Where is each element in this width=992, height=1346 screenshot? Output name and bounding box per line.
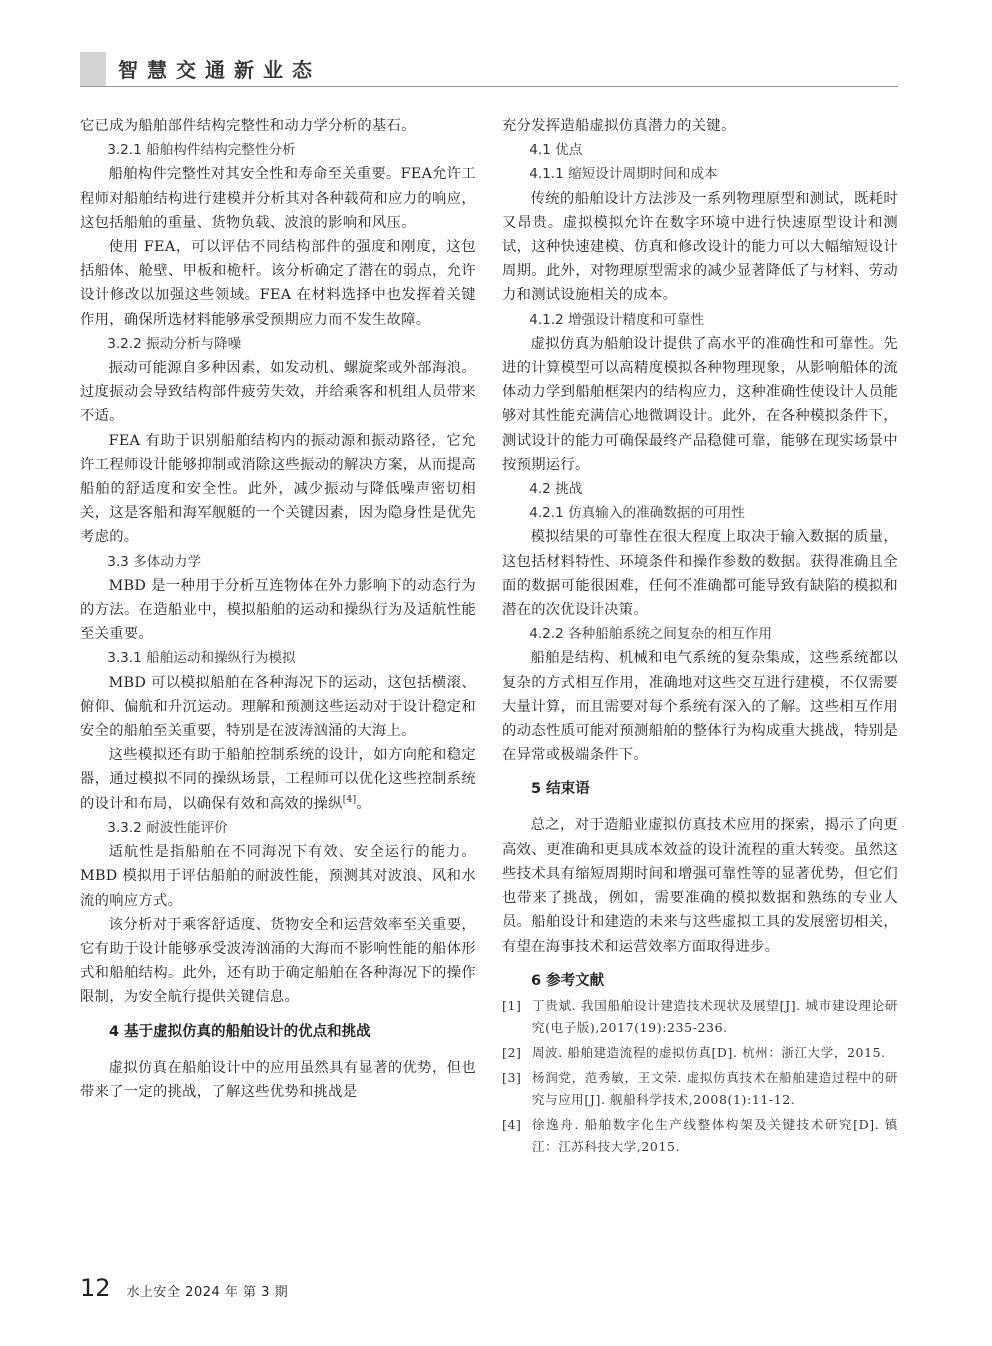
paragraph: 充分发挥造船虚拟仿真潜力的关键。 xyxy=(502,118,736,134)
paragraph: MBD 是一种用于分析互连物体在外力影响下的动态行为的方法。在造船业中，模拟船舶的运动和操纵行为及适航性能至关重要。 xyxy=(80,577,476,643)
subsection-heading: 4.2.2 各种船舶系统之间复杂的相互作用 xyxy=(529,626,773,643)
header-accent-bar xyxy=(80,52,106,87)
paragraph: 它已成为船舶部件结构完整性和动力学分析的基石。 xyxy=(80,118,416,134)
subsection-heading: 4.2 挑战 xyxy=(529,481,583,498)
paragraph-text: 这些模拟还有助于船舶控制系统的设计，如方向舵和稳定器，通过模拟不同的操纵场景，工程师可以优化这些控制系统的设计和布局，以确保有效和高效的操纵 xyxy=(80,747,476,812)
paragraph: 振动可能源自多种因素，如发动机、螺旋桨或外部海浪。过度振动会导致结构部件疲劳失效，并给乘客和机组人员带来不适。 xyxy=(80,360,476,425)
reference-number: [3] xyxy=(502,1069,522,1085)
subsection-heading: 4.1.2 增强设计精度和可靠性 xyxy=(529,311,705,328)
page-footer xyxy=(80,1274,288,1302)
reference-number: [2] xyxy=(502,1044,522,1060)
reference-number: [4] xyxy=(502,1116,522,1132)
left-column xyxy=(80,114,476,1104)
section-heading-4: 4 基于虚拟仿真的船舶设计的优点和挑战 xyxy=(109,1023,371,1040)
subsection-heading: 3.3.1 船舶运动和操纵行为模拟 xyxy=(107,650,296,667)
reference-item xyxy=(502,1114,898,1158)
paragraph: 模拟结果的可靠性在很大程度上取决于输入数据的质量，这包括材料特性、环境条件和操作参数的数据。获得准确且全面的数据可能很困难，任何不准确都可能导致有缺陷的模拟和潜在的次优设计决策。 xyxy=(502,529,898,619)
reference-item xyxy=(502,1042,898,1064)
paragraph-end: 。 xyxy=(356,795,372,812)
paragraph: 总之，对于造船业虚拟仿真技术应用的探索，揭示了向更高效、更准确和更具成本效益的设计流程的重大转变。虽然这些技术具有缩短周期时间和增强可靠性等的显著优势，但它们也带来了挑战，例如，需要准确的模拟数据和熟练的专业人员。船舶设计和建造的未来与这些虚拟工具的发展密切相关，有望在海事技术和运营效率方面取得进步。 xyxy=(502,817,898,955)
subsection-heading: 3.3.2 耐波性能评价 xyxy=(107,819,228,836)
reference-text: 徐逸舟. 船舶数字化生产线整体构架及关键技术研究[D]. 镇江：江苏科技大学,2015. xyxy=(532,1116,898,1154)
paragraph: 船舶是结构、机械和电气系统的复杂集成，这些系统都以复杂的方式相互作用，准确地对这些交互进行建模，不仅需要大量计算，而且需要对每个系统有深入的了解。这些相互作用的动态性质可能对预测船舶的整体行为构成重大挑战，特别是在异常或极端条件下。 xyxy=(502,650,898,764)
paragraph: 船舶构件完整性对其安全性和寿命至关重要。FEA允许工程师对船舶结构进行建模并分析其对各种载荷和应力的响应，这包括船舶的重量、货物负载、波浪的影响和风压。 xyxy=(80,166,476,231)
subsection-heading: 4.1 优点 xyxy=(529,142,583,159)
paragraph-with-citation xyxy=(80,743,476,816)
journal-issue: 水上安全 2024 年 第 3 期 xyxy=(126,1285,289,1300)
paragraph: FEA 有助于识别船舶结构内的振动源和振动路径，它允许工程师设计能够抑制或消除这些振动的解决方案，从而提高船舶的舒适度和安全性。此外，减少振动与降低噪声密切相关，这是客船和海军舰艇的一个关键因素，因为隐身性是优先考虑的。 xyxy=(80,432,476,546)
section-header-title: 智慧交通新业态 xyxy=(118,58,321,82)
subsection-heading: 4.2.1 仿真输入的准确数据的可用性 xyxy=(529,505,745,522)
reference-list xyxy=(502,995,898,1158)
reference-text: 周波. 船舶建造流程的虚拟仿真[D]. 杭州：浙江大学，2015. xyxy=(532,1044,886,1060)
subsection-heading: 3.2.1 船舶构件结构完整性分析 xyxy=(107,142,296,159)
reference-item xyxy=(502,995,898,1039)
reference-text: 杨润党，范秀敏，王文荣. 虚拟仿真技术在船舶建造过程中的研究与应用[J]. 舰船科学技术,2008(1):11-12. xyxy=(532,1069,898,1107)
references-heading: 6 参考文献 xyxy=(531,972,605,989)
paragraph: 使用 FEA，可以评估不同结构部件的强度和刚度，这包括船体、舱壁、甲板和桅杆。该分析确定了潜在的弱点，允许设计修改以加强这些领域。FEA 在材料选择中也发挥着关键作用，确保所选材料能够承受预期应力而不发生故障。 xyxy=(80,239,476,328)
paragraph: 虚拟仿真为船舶设计提供了高水平的准确性和可靠性。先进的计算模型可以高精度模拟各种物理现象，从影响船体的流体动力学到船舶框架内的结构应力，这种准确性使设计人员能够对其性能充满信心地微调设计。此外，在各种模拟条件下，测试设计的能力可确保最终产品稳健可靠，能够在现实场景中按预期运行。 xyxy=(502,335,898,473)
paragraph: 传统的船舶设计方法涉及一系列物理原型和测试，既耗时又昂贵。虚拟模拟允许在数字环境中进行快速原型设计和测试，这种快速建模、仿真和修改设计的能力可以大幅缩短设计周期。此外，对物理原型需求的减少显著降低了与材料、劳动力和测试设施相关的成本。 xyxy=(502,190,898,304)
citation-marker[interactable]: [4] xyxy=(342,794,357,805)
header-divider xyxy=(80,86,898,87)
subsection-heading: 3.2.2 振动分析与降噪 xyxy=(107,335,242,352)
section-heading-3-3: 3.3 多体动力学 xyxy=(107,553,202,570)
paragraph: 该分析对于乘客舒适度、货物安全和运营效率至关重要，它有助于设计能够承受波涛汹涌的大海而不影响性能的船体形式和船舶结构。此外，还有助于确定船舶在各种海况下的操作限制，为安全航行提供关键信息。 xyxy=(80,916,476,1006)
section-heading-5: 5 结束语 xyxy=(531,781,590,798)
paragraph: 虚拟仿真在船舶设计中的应用虽然具有显著的优势，但也带来了一定的挑战，了解这些优势和挑战是 xyxy=(80,1059,476,1100)
reference-item xyxy=(502,1067,898,1111)
subsection-heading: 4.1.1 缩短设计周期时间和成本 xyxy=(529,166,718,183)
reference-number: [1] xyxy=(502,997,522,1013)
right-column xyxy=(502,114,898,1161)
paragraph: MBD 可以模拟船舶在各种海况下的运动，这包括横滚、俯仰、偏航和升沉运动。理解和预测这些运动对于设计稳定和安全的船舶至关重要，特别是在波涛汹涌的大海上。 xyxy=(80,674,476,740)
paragraph: 适航性是指船舶在不同海况下有效、安全运行的能力。MBD 模拟用于评估船舶的耐波性能，预测其对波浪、风和水流的响应方式。 xyxy=(80,844,476,909)
page-number: 12 xyxy=(80,1274,111,1302)
reference-text: 丁贵斌. 我国船舶设计建造技术现状及展望[J]. 城市建设理论研究(电子版),2017(19):235-236. xyxy=(532,997,898,1035)
